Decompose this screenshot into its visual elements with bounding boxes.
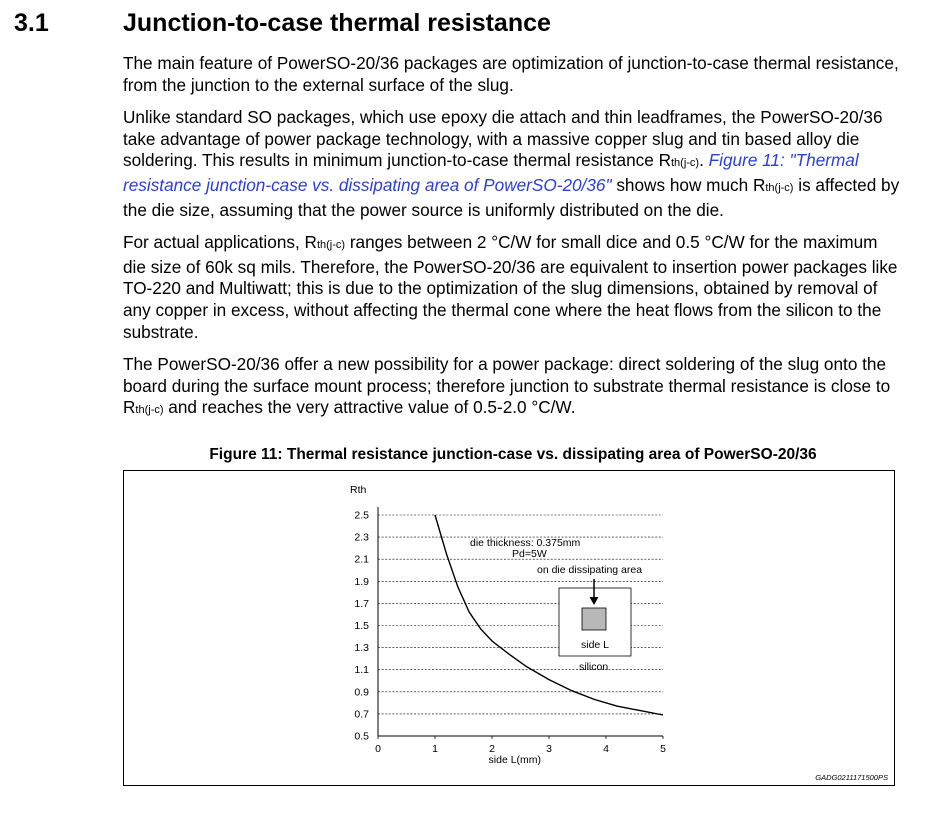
section-title: Junction-to-case thermal resistance bbox=[123, 9, 551, 37]
x-tick-label: 4 bbox=[603, 743, 609, 755]
inset-layer bbox=[470, 537, 642, 673]
y-tick-label: 0.9 bbox=[354, 686, 369, 699]
body-text bbox=[123, 53, 903, 433]
y-tick-label: 1.5 bbox=[354, 620, 369, 632]
x-tick-label: 3 bbox=[546, 743, 552, 755]
p2-text-c: shows how much R bbox=[611, 174, 766, 195]
section-number: 3.1 bbox=[14, 9, 49, 37]
die-square bbox=[582, 608, 606, 630]
inset-side-l-label: side L bbox=[581, 639, 610, 651]
p1-text: The main feature of PowerSO-20/36 packages are optimization of junction-to-case thermal resistance, from the junction to the external surface of the slug. bbox=[123, 53, 899, 95]
x-tick-label: 0 bbox=[375, 743, 381, 755]
y-tick-label: 2.5 bbox=[354, 509, 369, 522]
p2-subscript-2: th(j-c) bbox=[765, 181, 794, 194]
p4-subscript: th(j-c) bbox=[135, 404, 164, 417]
paragraph-2 bbox=[123, 107, 903, 221]
paragraph-3 bbox=[123, 232, 903, 343]
p3-subscript: th(j-c) bbox=[316, 239, 346, 252]
p2-subscript-1: th(j-c) bbox=[670, 157, 700, 170]
y-tick-label: 1.7 bbox=[354, 597, 369, 610]
inset-silicon-label: silicon bbox=[579, 661, 609, 673]
p2-text-d: is affected by the die size, assuming that the power source is uniformly distributed on the die. bbox=[123, 174, 900, 220]
paragraph-1 bbox=[123, 53, 903, 96]
thermal-resistance-chart bbox=[124, 471, 894, 785]
y-tick-label: 2.3 bbox=[354, 531, 369, 544]
y-tick-label: 0.5 bbox=[354, 730, 369, 743]
x-axis-label: side L(mm) bbox=[488, 754, 542, 766]
figure-code: GADG0211171500PS bbox=[815, 773, 888, 782]
paragraph-4 bbox=[123, 354, 903, 422]
y-tick-label: 0.7 bbox=[354, 708, 369, 721]
annotation-pd: Pd=5W bbox=[512, 548, 547, 560]
p4-text-a: The PowerSO-20/36 offer a new possibility for a power package: direct soldering of the slug onto the board during the surface mount process; therefore junction to substrate thermal resistance is close to R bbox=[123, 354, 891, 418]
annotation-dissipating-area: on die dissipating area bbox=[537, 564, 643, 576]
p2-text-a: Unlike standard SO packages, which use epoxy die attach and thin leadframes, the PowerSO-20/36 take advantage of power package technology, with a massive copper slug and tin based alloy die soldering. This results in minimum junction-to-case thermal resistance R bbox=[123, 107, 883, 171]
p2-text-b: . bbox=[699, 150, 709, 171]
figure-box bbox=[123, 470, 895, 786]
y-axis-label: Rth bbox=[350, 484, 367, 496]
y-tick-label: 1.9 bbox=[354, 575, 369, 588]
x-tick-label: 5 bbox=[660, 743, 666, 755]
figure-11-link[interactable]: Figure 11: "Thermal resistance junction-case vs. dissipating area of PowerSO-20/36" bbox=[123, 150, 859, 195]
p3-text-b: ranges between 2 °C/W for small dice and 0.5 °C/W for the maximum die size of 60k sq mils. Therefore, the PowerSO-20/36 are equivalent to insertion power packages like TO-220 and Multiwatt; this is due to the optimization of the slug dimensions, obtained by removal of any copper in excess, without affecting the thermal cone where the heat flows from the silicon to the substrate. bbox=[123, 232, 898, 342]
y-tick-label: 2.1 bbox=[354, 553, 369, 566]
x-tick-label: 2 bbox=[489, 743, 495, 755]
annotation-die-thickness: die thickness: 0.375mm bbox=[470, 537, 581, 549]
x-tick-label: 1 bbox=[432, 743, 438, 755]
y-tick-label: 1.1 bbox=[354, 664, 369, 677]
p4-text-b: and reaches the very attractive value of 0.5-2.0 °C/W. bbox=[163, 397, 576, 418]
figure-caption: Figure 11: Thermal resistance junction-case vs. dissipating area of PowerSO-20/36 bbox=[209, 446, 817, 463]
y-tick-label: 1.3 bbox=[354, 642, 369, 655]
p3-text-a: For actual applications, R bbox=[123, 232, 317, 253]
